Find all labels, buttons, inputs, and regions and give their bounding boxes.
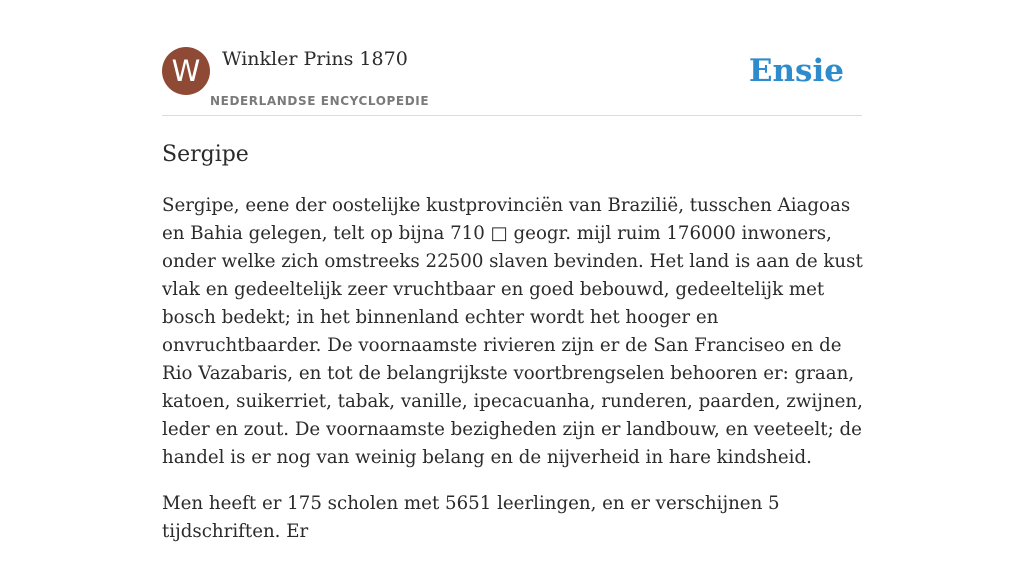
source-subtitle: NEDERLANDSE ENCYCLOPEDIE: [210, 94, 430, 108]
article-paragraph: Men heeft er 175 scholen met 5651 leerlingen, en er verschijnen 5 tijdschriften. Er: [162, 493, 780, 542]
source-header: [162, 47, 862, 115]
source-avatar[interactable]: W: [162, 47, 210, 95]
article-title: Sergipe: [162, 142, 249, 167]
ensie-logo[interactable]: Ensie: [748, 53, 844, 89]
article-paragraph: Sergipe, eene der oostelijke kustprovinciën van Brazilië, tusschen Aiagoas en Bahia gelegen, telt op bijna 710 □ geogr. mijl ruim 176000 inwoners, onder welke zich omstreeks 22500 slaven bevinden. Het land is aan de kust vlak en gedeeltelijk zeer vruchtbaar en goed bebouwd, gedeeltelijk met bosch bedekt; in het binnenland echter wordt het hooger en onvruchtbaarder. De voornaamste rivieren zijn er de San Franciseo en de Rio Vazabaris, en tot de belangrijkste voortbrengselen behooren er: graan, katoen, suikerriet, tabak, vanille, ipecacuanha, runderen, paarden, zwijnen, leder en zout. De voornaamste bezigheden zijn er landbouw, en veeteelt; de handel is er nog van weinig belang en de nijverheid in hare kindsheid.: [162, 195, 863, 468]
source-title[interactable]: Winkler Prins 1870: [222, 48, 408, 70]
article-body: [162, 192, 866, 564]
header-divider: [162, 115, 862, 116]
